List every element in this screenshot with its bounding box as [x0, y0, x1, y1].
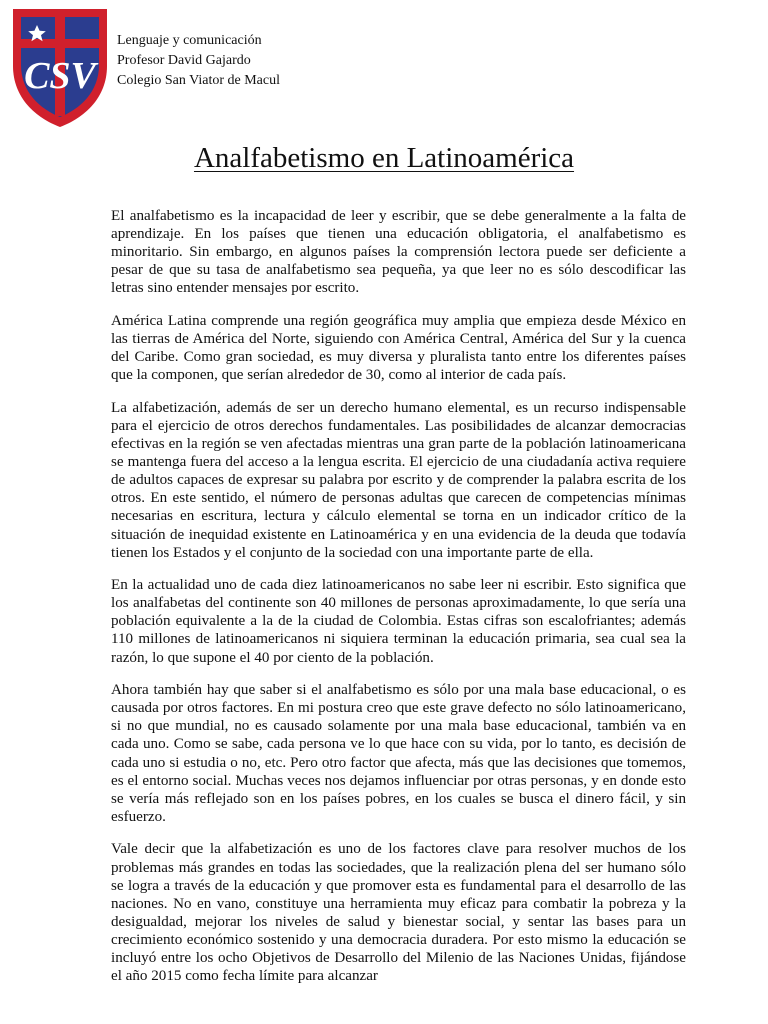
paragraph-4: En la actualidad uno de cada diez latinoamericanos no sabe leer ni escribir. Esto significa que los analfabetas del continente son 40 millones de personas aproximadamente, lo que sería una población equivalente a la de la ciudad de Colombia. Estas cifras son escalofriantes; además 110 millones de latinoamericanos ni siquiera terminan la educación primaria, sea cual sea la razón, lo que supone el 40 por ciento de la población.: [111, 577, 686, 666]
school-crest-icon: [10, 6, 110, 130]
paragraph-6: Vale decir que la alfabetización es uno de los factores clave para resolver muchos de los problemas más grandes en todas las sociedades, que la realización plena del ser humano sólo se logra a través de la educación y que promover esta es fundamental para el desarrollo de las naciones. No en vano, constituye una herramienta muy eficaz para combatir la pobreza y la desigualdad, mejorar los niveles de salud y bienestar social, y sentar las bases para un crecimiento económico sostenido y una democracia duradera. Por esto mismo la educación se incluyó entre los ocho Objetivos de Desarrollo del Milenio de las Naciones Unidas, fijándose el año 2015 como fecha límite para alcanzar: [111, 841, 686, 985]
subject-line: Lenguaje y comunicación: [117, 33, 262, 48]
teacher-line: Profesor David Gajardo: [117, 53, 251, 68]
paragraph-1: El analfabetismo es la incapacidad de leer y escribir, que se debe generalmente a la falta de aprendizaje. En los países que tienen una educación obligatoria, el analfabetismo es minoritario. Sin embargo, en algunos países la comprensión lectora puede ser deficiente a pesar de que su tasa de analfabetismo sea pequeña, ya que leer no es sólo descodificar las letras sino entender mensajes por escrito.: [111, 208, 686, 297]
school-line: Colegio San Viator de Macul: [117, 73, 280, 88]
paragraph-5: Ahora también hay que saber si el analfabetismo es sólo por una mala base educacional, o es causada por otros factores. En mi postura creo que este grave defecto no sólo latinoamericano, si no que mundial, no es causado solamente por una mala base educacional, también va en cada uno. Como se sabe, cada persona ve lo que hace con su vida, por lo tanto, es decisión de cada uno si estudia o no, etc. Pero otro factor que afecta, más que las decisiones que tomemos, es el entorno social. Muchas veces nos dejamos influenciar por otras personas, y en donde esto se vería más reflejado son en los países pobres, en los cuales se busca el dinero fácil, y sin esfuerzo.: [111, 682, 686, 825]
document-header: [117, 31, 280, 91]
paragraph-3: La alfabetización, además de ser un derecho humano elemental, es un recurso indispensable para el ejercicio de otros derechos fundamentales. Las posibilidades de alcanzar democracias efectivas en la región se ven afectadas mientras una gran parte de la población latinoamericana se mantenga fuera del acceso a la lengua escrita. El ejercicio de una ciudadanía activa requiere de adultos capaces de expresar su palabra por escrito y de comprender la palabra escrita de los otros. En este sentido, el número de personas adultas que carecen de competencias mínimas necesarias en escritura, lectura y cálculo elemental se torna en un indicador crítico de la situación de inequidad existente en Latinoamérica y en una evidencia de la deuda que todavía tienen los Estados y el conjunto de la sociedad con una importante parte de ella.: [111, 399, 686, 561]
page-title: [0, 138, 768, 178]
document-body: [111, 207, 686, 985]
page-title-text: Analfabetismo en Latinoamérica: [193, 142, 575, 174]
paragraph-2: América Latina comprende una región geográfica muy amplia que empieza desde México en las tierras de América del Norte, siguiendo con América Central, América del Sur y la cuenca del Caribe. Como gran sociedad, es muy diversa y pluralista tanto entre los diferentes países que la componen, que serían alrededor de 30, como al interior de cada país.: [111, 312, 686, 384]
crest-letters: CSV: [24, 55, 96, 97]
